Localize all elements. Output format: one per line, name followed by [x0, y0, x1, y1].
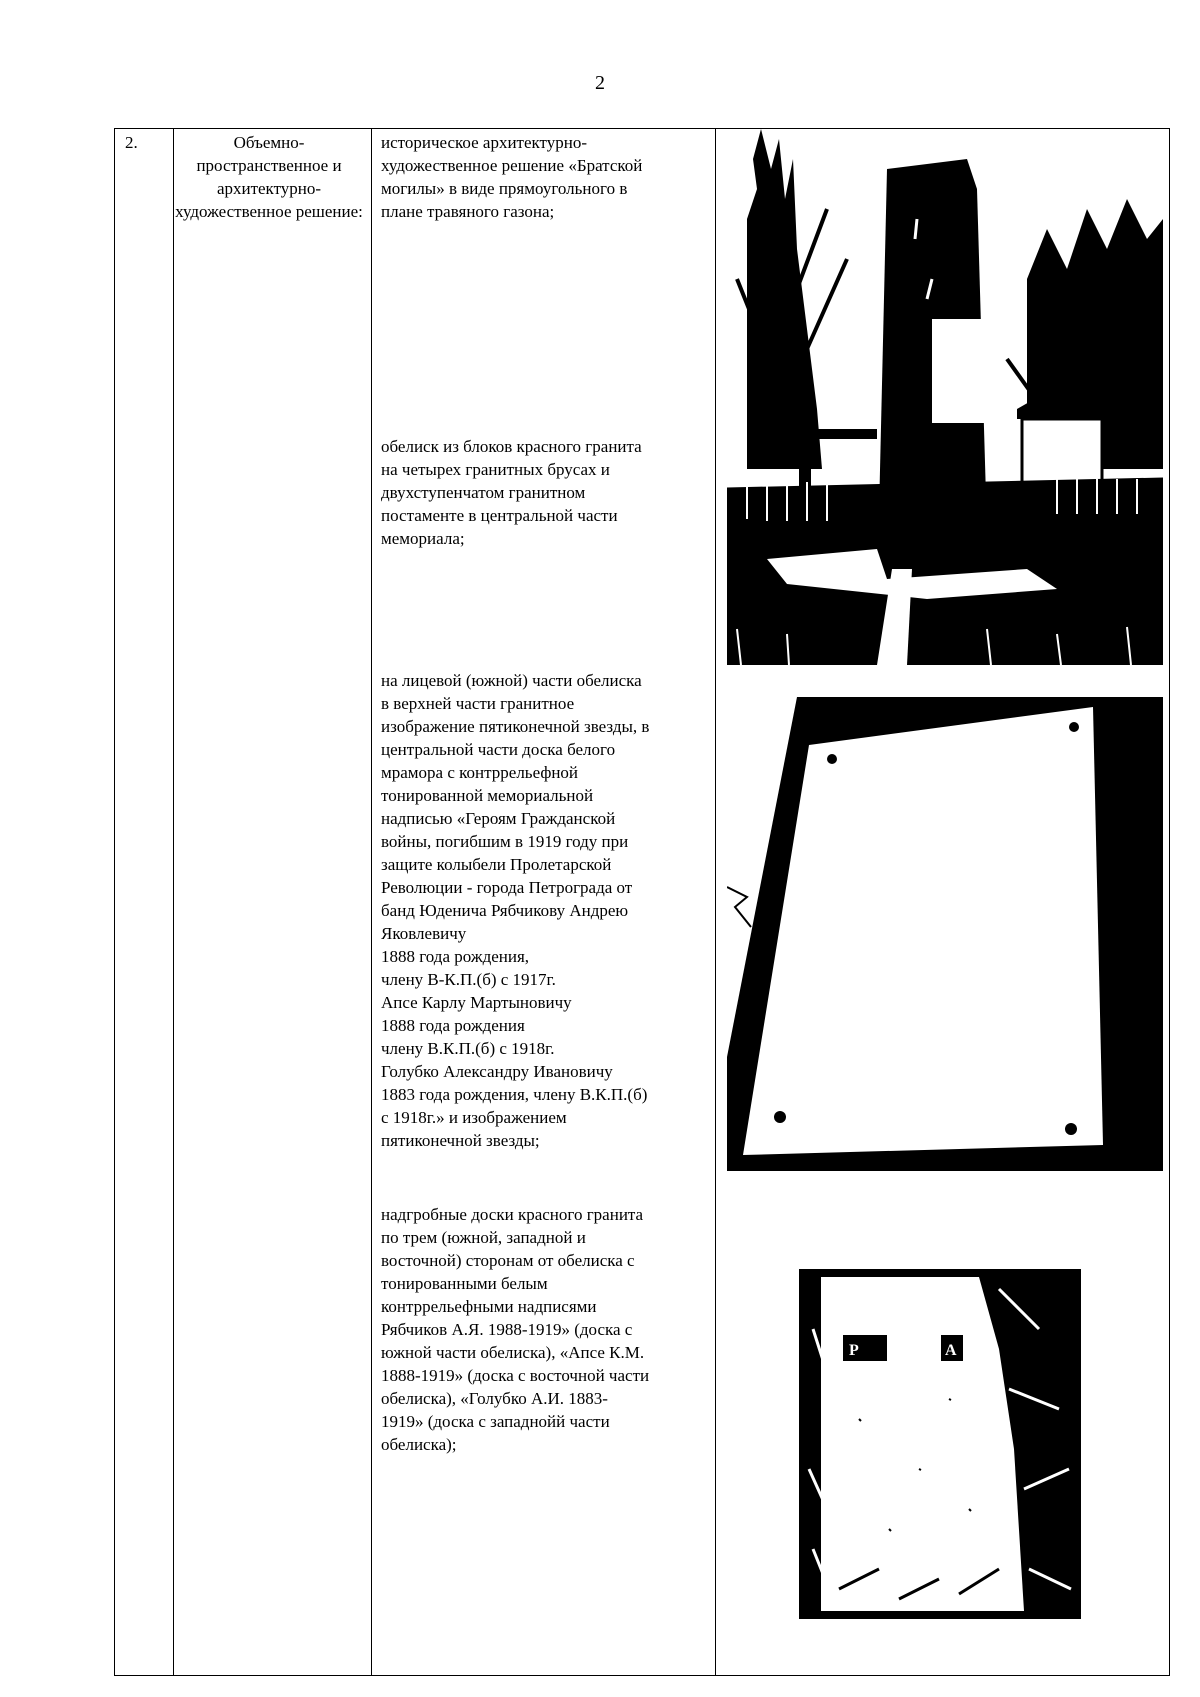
column-divider — [371, 129, 372, 1675]
item-obelisk: обелиск из блоков красного гранита на четырех гранитных брусах и двухступенчатом гранитном постаменте в центральной части мемориала; — [381, 437, 642, 548]
grave-slab-photo — [799, 1269, 1081, 1619]
svg-text:Р: Р — [849, 1342, 859, 1359]
row-number: 2. — [125, 133, 138, 152]
monument-table — [114, 128, 1170, 1676]
item-lawn: историческое архитектурно- художественное решение «Братской могилы» в виде прямоугольного в плане травяного газона; — [381, 133, 643, 221]
item-grave-slabs: надгробные доски красного гранита по трем (южной, западной и восточной) сторонам от обелиска с тонированными белым контррельефными надписями Рябчиков А.Я. 1988-1919» (доска с южной части обелиска), «Апсе К.М. 1888-1919» (доска с восточной части обелиска), «Голубко А.И. 1883- 1919» (доска с западнойй части обелиска); — [381, 1205, 650, 1454]
item-marble-plaque: на лицевой (южной) части обелиска в верхней части гранитное изображение пятиконечной звезды, в центральной части доска белого мрамора с контррельефной тонированной мемориальной надписью «Героям Гражданской войны, погибшим в 1919 году при защите колыбели Пролетарской Революции - города Петрограда от банд Юденича Рябчикову Андрею Яковлевичу 1888 года рождения, члену В-К.П.(б) с 1917г. Апсе Карлу Мартыновичу 1888 года рождения члену В.К.П.(б) с 1918г. Голубко Александру Ивановичу 1883 года рождения, члену В.К.П.(б) с 1918г.» и изображением пятиконечной звезды; — [381, 671, 650, 1150]
column-divider — [173, 129, 174, 1675]
obelisk-photo — [727, 129, 1163, 665]
page-number: 2 — [595, 72, 605, 94]
marble-plaque-photo — [727, 697, 1163, 1171]
section-title: Объемно-пространственное и архитектурно-художественное решение: — [175, 133, 363, 221]
svg-text:А: А — [945, 1342, 957, 1359]
